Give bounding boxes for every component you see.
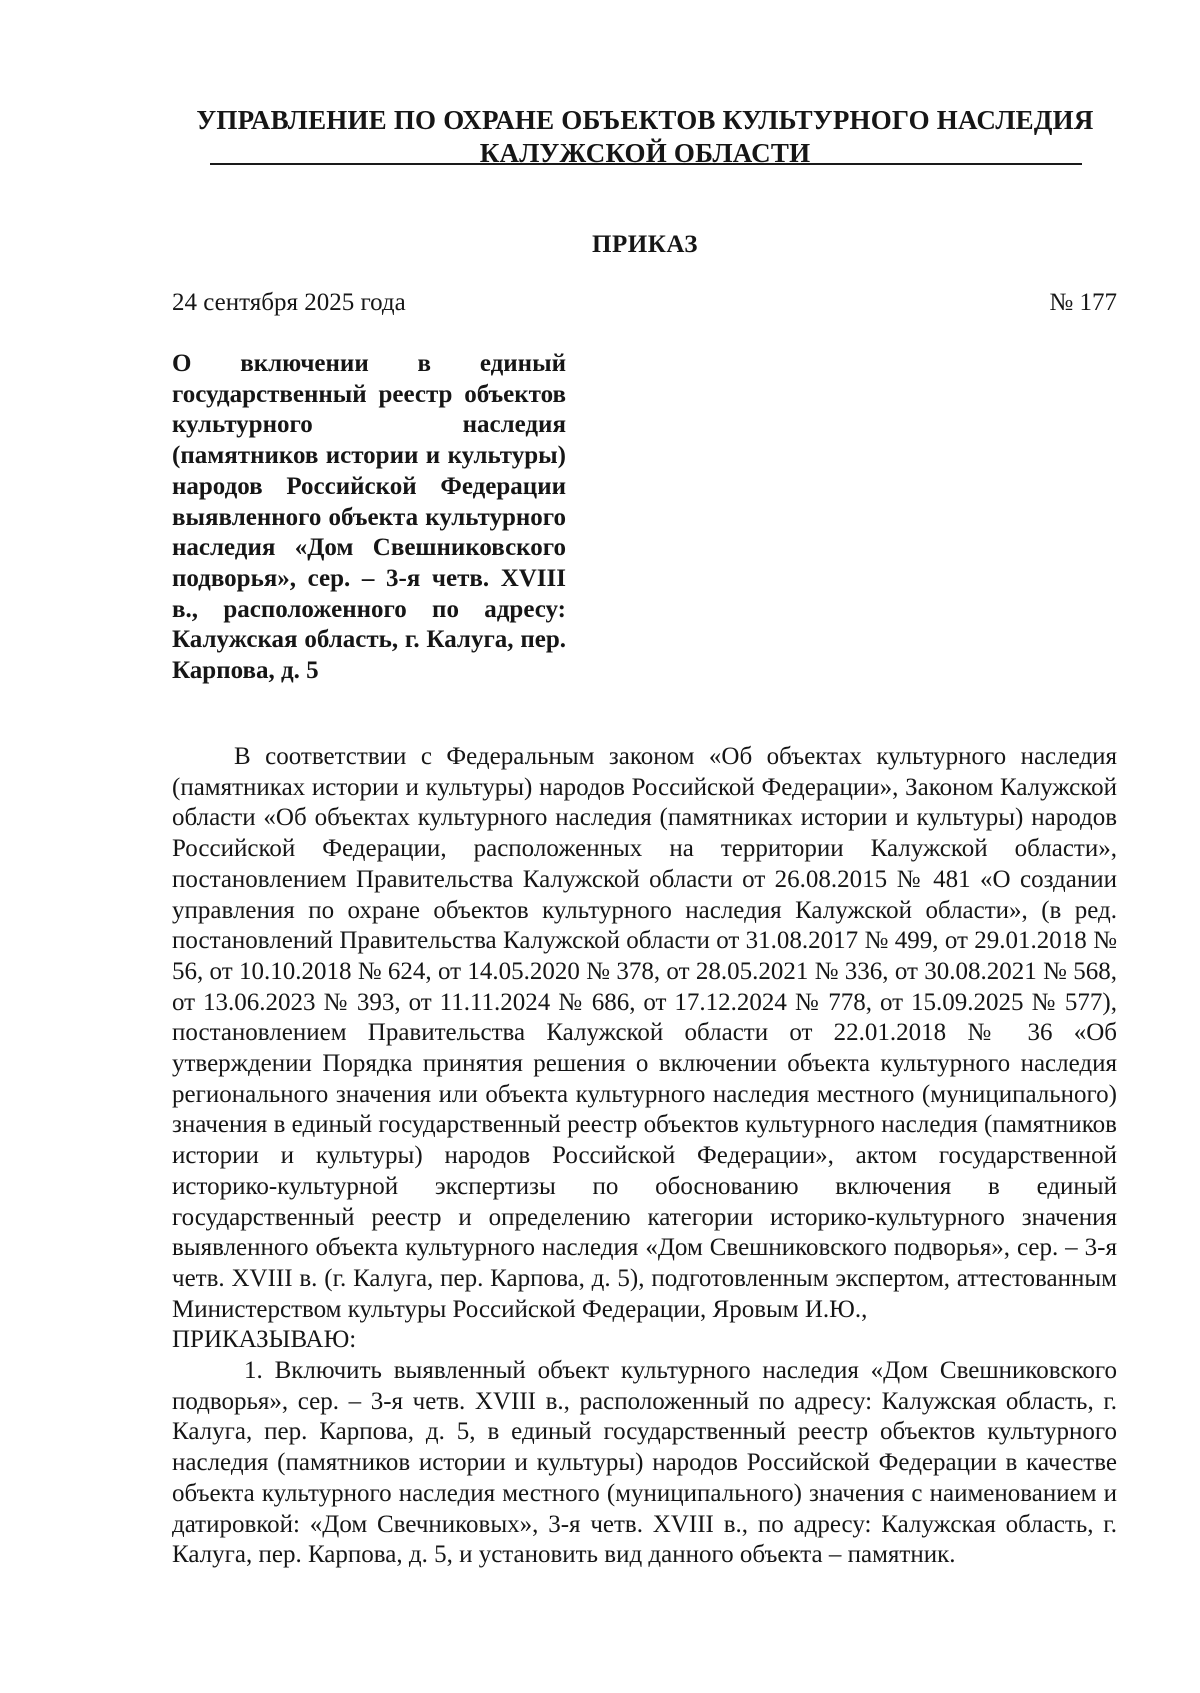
order-directive: ПРИКАЗЫВАЮ: xyxy=(172,1326,357,1354)
header-underline xyxy=(210,163,1082,165)
preamble-paragraph: В соответствии с Федеральным законом «Об объектах культурного наследия (памятниках истории и культуры) народов Российской Федерации», Законом Калужской области «Об объектах культурного наследия (памятниках истории и культуры) народов Российской Федерации, расположенных на территории Калужской области», постановлением Правительства Калужской области от 26.08.2015 № 481 «О создании управления по охране объектов культурного наследия Калужской области», (в ред. постановлений Правительства Калужской области от 31.08.2017 № 499, от 29.01.2018 № 56, от 10.10.2018 № 624, от 14.05.2020 № 378, от 28.05.2021 № 336, от 30.08.2021 № 568, от 13.06.2023 № 393, от 11.11.2024 № 686, от 17.12.2024 № 778, от 15.09.2025 № 577), постановлением Правительства Калужской области от 22.01.2018 № 36 «Об утверждении Порядка принятия решения о включении объекта культурного наследия регионального значения или объекта культурного наследия местного (муниципального) значения в единый государственный реестр объектов культурного наследия (памятников истории и культуры) народов Российской Федерации», актом государственной историко-культурной экспертизы по обоснованию включения в единый государственный реестр и определению категории историко-культурного значения выявленного объекта культурного наследия «Дом Свешниковского подворья», сер. – 3-я четв. XVIII в. (г. Калуга, пер. Карпова, д. 5), подготовленным экспертом, аттестованным Министерством культуры Российской Федерации, Яровым И.Ю., xyxy=(172,743,1117,1323)
document-date: 24 сентября 2025 года xyxy=(172,289,406,316)
organization-name-line2: КАЛУЖСКОЙ ОБЛАСТИ xyxy=(479,138,811,168)
document-subject: О включении в единый государственный реестр объектов культурного наследия (памятников истории и культуры) народов Российской Федерации выявленного объекта культурного наследия «Дом Свешниковского подворья», сер. – 3-я четв. XVIII в., расположенного по адресу: Калужская область, г. Калуга, пер. Карпова, д. 5 xyxy=(172,350,566,685)
organization-name-line1: УПРАВЛЕНИЕ ПО ОХРАНЕ ОБЪЕКТОВ КУЛЬТУРНОГО НАСЛЕДИЯ xyxy=(196,105,1094,135)
order-item-1: 1. Включить выявленный объект культурного наследия «Дом Свешниковского подворья», сер. – 3-я четв. XVIII в., расположенный по адресу: Калужская область, г. Калуга, пер. Карпова, д. 5, в единый государственный реестр объектов культурного наследия (памятников истории и культуры) народов Российской Федерации в качестве объекта культурного наследия местного (муниципального) значения с наименованием и датировкой: «Дом Свечниковых», 3-я четв. XVIII в., по адресу: Калужская область, г. Калуга, пер. Карпова, д. 5, и установить вид данного объекта – памятник. xyxy=(172,1357,1117,1569)
document-number: № 177 xyxy=(1049,289,1117,316)
document-type-title: ПРИКАЗ xyxy=(592,231,698,258)
organization-header xyxy=(185,104,1105,170)
document-body xyxy=(172,742,1117,1571)
